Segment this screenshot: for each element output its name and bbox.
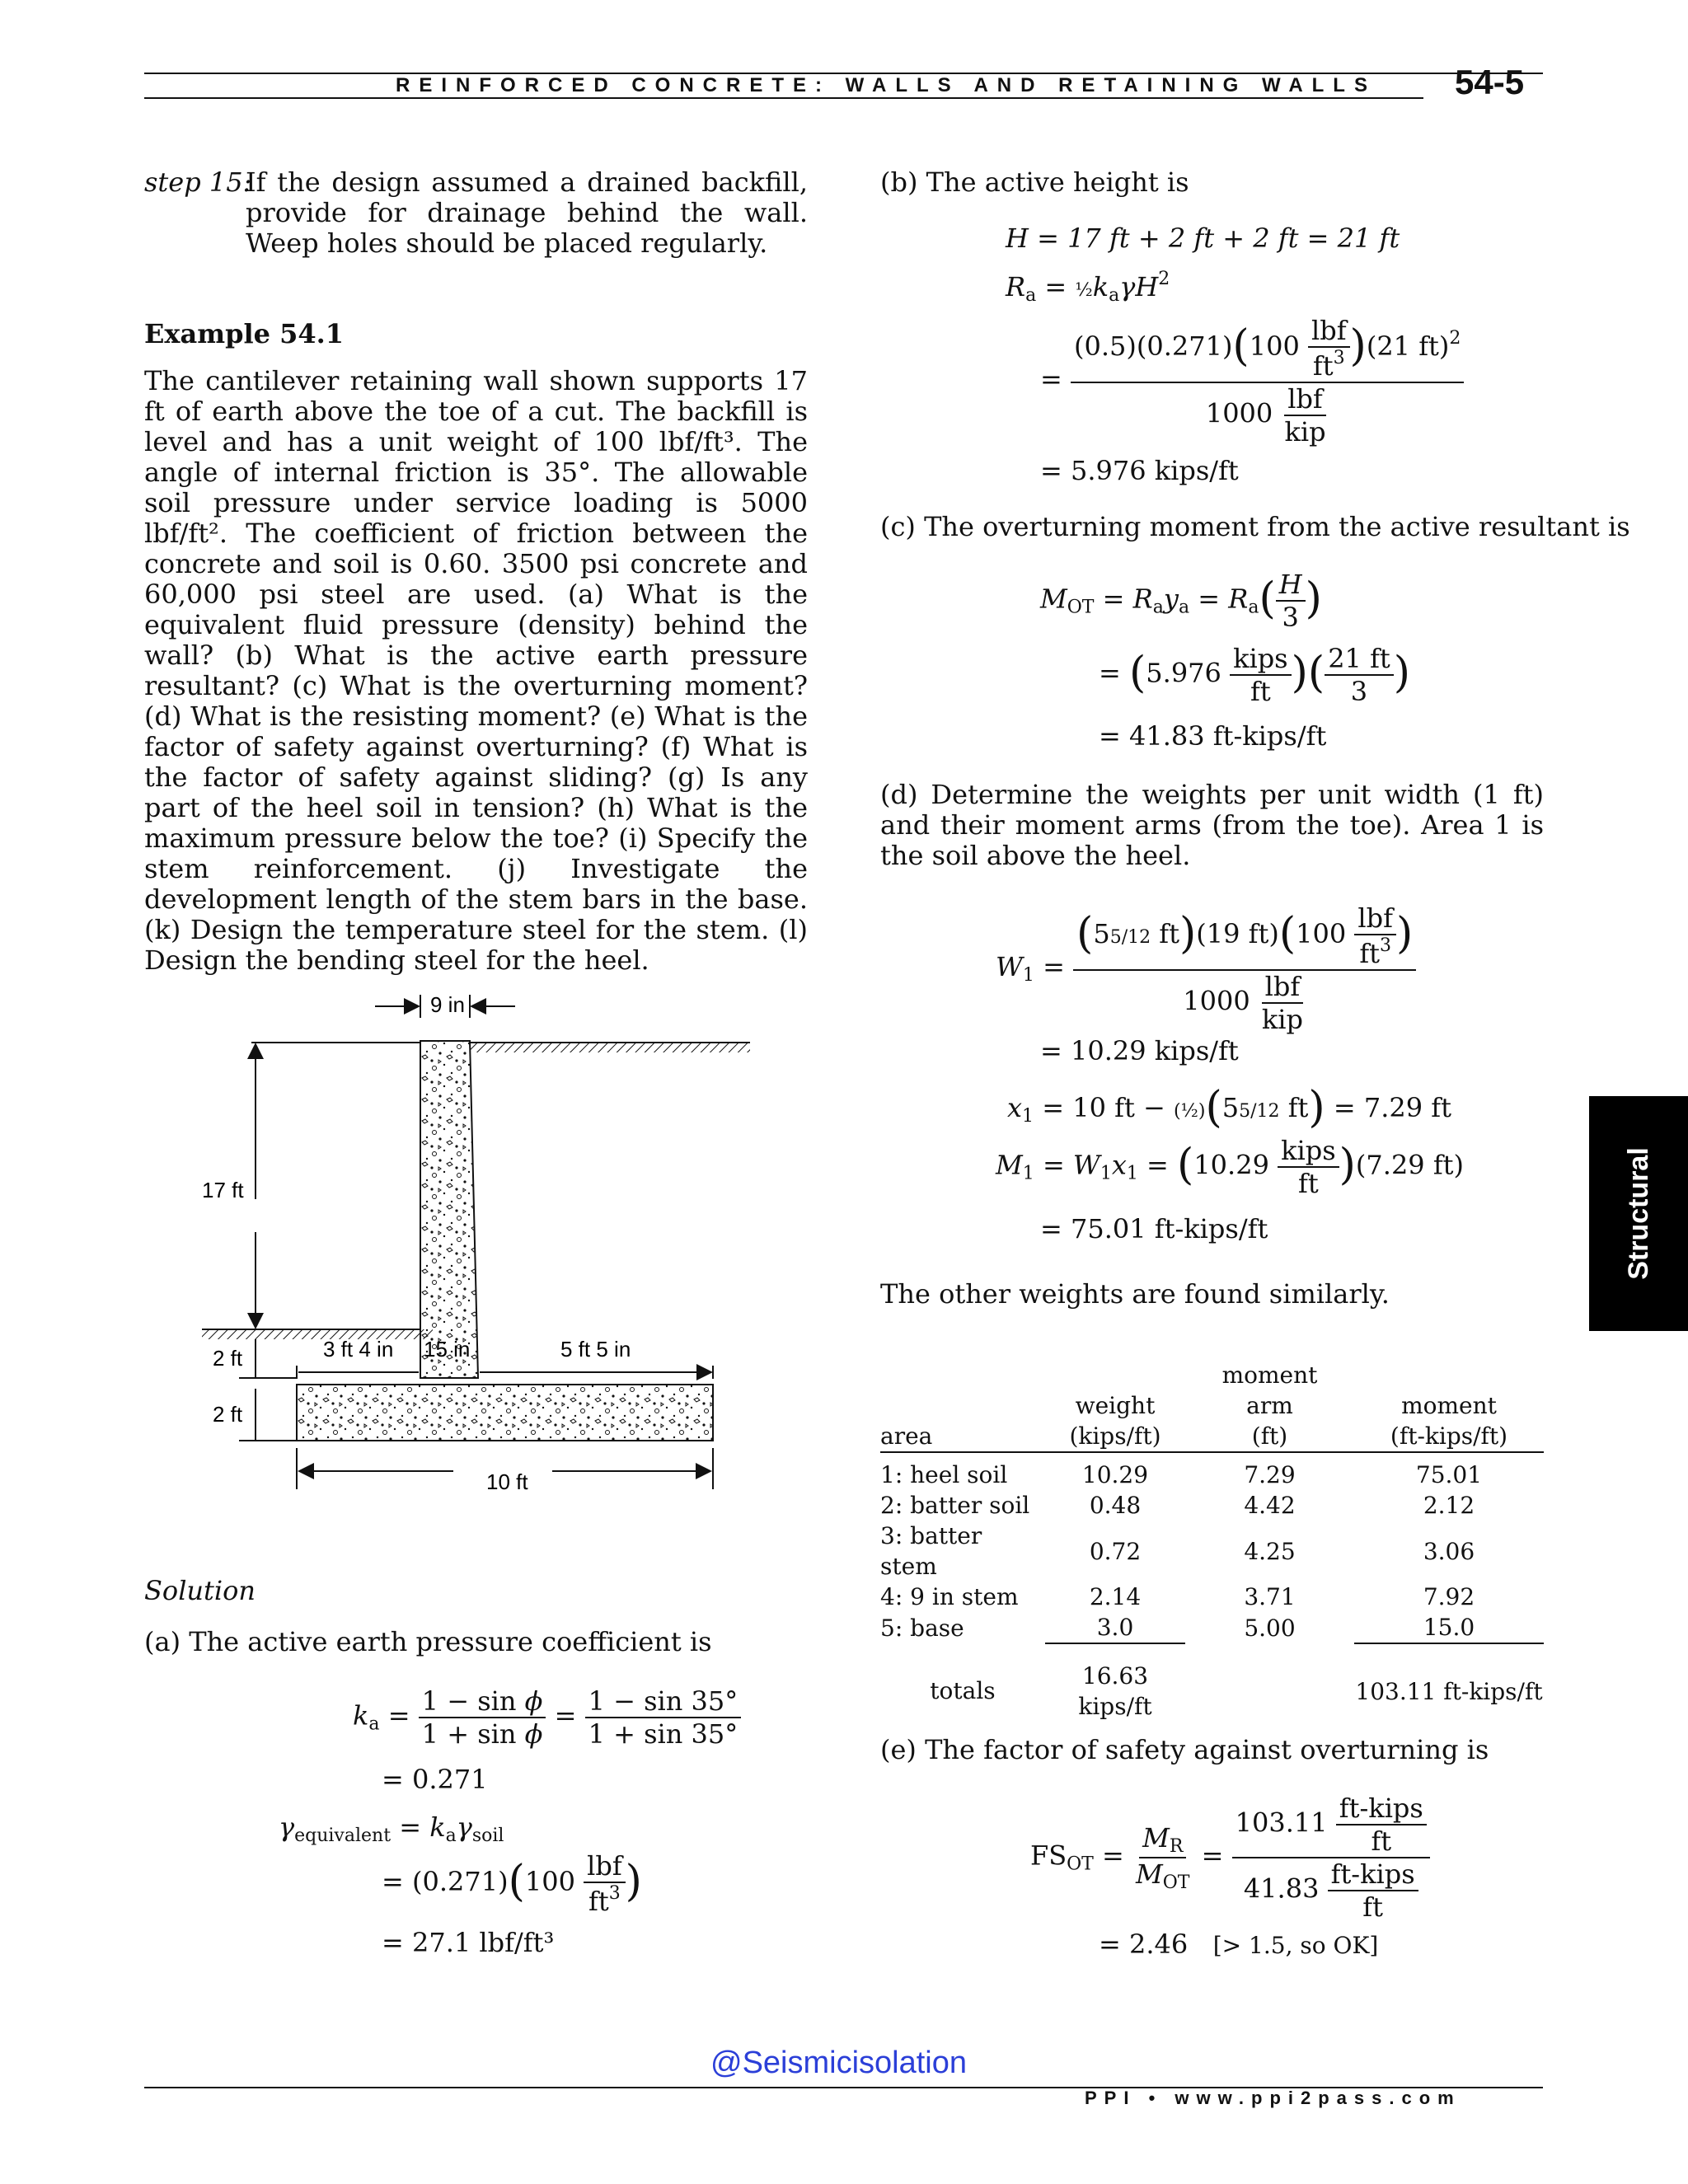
dim-2ft-b: 2 ft bbox=[213, 1402, 243, 1427]
header-area: area bbox=[880, 1422, 933, 1450]
table-row bbox=[880, 1582, 1544, 1612]
header-arm-3: (ft) bbox=[1251, 1422, 1288, 1450]
eq-gamma: $\gamma_{equivalent} = k_a\gamma_{soil}$ bbox=[279, 1811, 504, 1846]
eq-ka-result: = 0.271 bbox=[382, 1764, 488, 1795]
cell-weight: 3.0 bbox=[1096, 1614, 1134, 1641]
example-title: Example 54.1 bbox=[144, 318, 345, 349]
total-weight: 16.63 kips/ft bbox=[1045, 1643, 1185, 1722]
page-number: 54-5 bbox=[1455, 63, 1525, 101]
eq-M1-result: = 75.01 ft-kips/ft bbox=[1040, 1213, 1268, 1244]
eq-gamma-result: = 27.1 lbf/ft³ bbox=[382, 1927, 555, 1958]
section-tab bbox=[1589, 1096, 1688, 1331]
cell-arm: 4.42 bbox=[1244, 1492, 1296, 1519]
dim-17ft: 17 ft bbox=[202, 1178, 244, 1202]
example-text: The cantilever retaining wall shown supports 17 ft of earth above the toe of a cut. The backfill is level and has a unit weight of 100 lbf/ft³. The angle of internal friction is 35°. The allowable soil pressure under service loading is 5000 lbf/ft². The coefficient of friction between the concrete and soil is 0.60. 3500 psi concrete and 60,000 psi steel are used. (a) What is the equivalent fluid pressure (density) behind the wall? (b) What is the active earth pressure resultant? (c) What is the overturning moment? (d) What is the resisting moment? (e) What is the factor of safety against overturning? (f) What is the factor of safety against sliding? (g) Is any part of the heel soil in tension? (h) What is the maximum pressure below the toe? (i) Specify the stem reinforcement. (j) Investigate the development length of the stem bars in the base. (k) Design the temperature steel for the stem. (l) Design the bending steel for the heel. bbox=[144, 365, 808, 976]
part-e-text: (e) The factor of safety against overturning is bbox=[880, 1734, 1489, 1765]
eq-Mot: $M_{OT} = R_ay_a = R_a$( $\frac{H}{3}$ ) bbox=[1040, 569, 1322, 633]
header-arm-1: moment bbox=[1221, 1361, 1318, 1389]
cell-weight: 0.48 bbox=[1089, 1492, 1142, 1519]
header-weight-1: weight bbox=[1075, 1392, 1156, 1419]
solution-label: Solution bbox=[144, 1575, 256, 1606]
cell-area: 3: batter stem bbox=[880, 1522, 982, 1580]
cell-area: 4: 9 in stem bbox=[880, 1583, 1019, 1610]
table-row bbox=[880, 1521, 1544, 1582]
eq-Ra-result: = 5.976 kips/ft bbox=[1040, 455, 1239, 486]
total-moment: 103.11 ft-kips/ft bbox=[1354, 1643, 1544, 1722]
header-rule-bottom bbox=[144, 97, 1423, 99]
part-c-text: (c) The overturning moment from the active resultant is bbox=[880, 511, 1630, 542]
section-tab-label: Structural bbox=[1622, 1147, 1654, 1280]
eq-FS-value: = 2.46 bbox=[1099, 1929, 1189, 1960]
cell-moment: 2.12 bbox=[1423, 1492, 1475, 1519]
cell-area: 2: batter soil bbox=[880, 1492, 1030, 1519]
eq-FS-result bbox=[1099, 1929, 1378, 1960]
step-label: step 15: bbox=[144, 166, 252, 198]
cell-moment: 7.92 bbox=[1423, 1583, 1475, 1610]
running-header: REINFORCED CONCRETE: WALLS AND RETAINING WALLS bbox=[396, 74, 1376, 96]
dim-5ft5in: 5 ft 5 in bbox=[560, 1337, 631, 1361]
table-row bbox=[880, 1452, 1544, 1490]
table-header-row-1 bbox=[880, 1360, 1544, 1390]
header-arm-2: arm bbox=[1246, 1392, 1293, 1419]
table-header-row-3 bbox=[880, 1421, 1544, 1452]
table-row bbox=[880, 1612, 1544, 1643]
cell-moment: 15.0 bbox=[1423, 1614, 1475, 1641]
cell-weight: 2.14 bbox=[1089, 1583, 1142, 1610]
eq-Ra: $R_a$ = $\frac{1}{2}k_a\gamma H^2$ bbox=[1006, 269, 1170, 306]
step-text: If the design assumed a drained backfill, provide for drainage behind the wall. Weep holes should be placed regularly. bbox=[246, 166, 808, 259]
eq-Mot-result: = 41.83 ft-kips/ft bbox=[1099, 720, 1327, 752]
cell-weight: 0.72 bbox=[1089, 1537, 1142, 1565]
eq-x1: $x_1 = 10$ ft − (½)(55/12 ft) = 7.29 ft bbox=[1007, 1083, 1451, 1132]
dim-3ft4in: 3 ft 4 in bbox=[323, 1337, 394, 1361]
part-b-text: (b) The active height is bbox=[880, 166, 1189, 198]
cell-weight: 10.29 bbox=[1081, 1461, 1149, 1488]
header-moment-1: moment bbox=[1401, 1392, 1497, 1419]
table-totals-row bbox=[880, 1643, 1544, 1722]
watermark: @Seismicisolation bbox=[710, 2046, 968, 2080]
cell-area: 1: heel soil bbox=[880, 1461, 1008, 1488]
cell-arm: 7.29 bbox=[1244, 1461, 1296, 1488]
dim-2ft-a: 2 ft bbox=[213, 1346, 243, 1371]
retaining-wall-figure bbox=[190, 985, 767, 1496]
eq-FS-note: [> 1.5, so OK] bbox=[1212, 1932, 1379, 1959]
table-row bbox=[880, 1490, 1544, 1521]
table-header-row-2 bbox=[880, 1390, 1544, 1421]
eq-M1: $M_1 = W_1x_1 = (10.29$ $\frac{\text{kips}}{ft}$ )(7.29 ft) bbox=[996, 1135, 1465, 1199]
header-moment-2: (ft-kips/ft) bbox=[1390, 1422, 1508, 1450]
header-weight-2: (kips/ft) bbox=[1069, 1422, 1161, 1450]
cell-arm: 3.71 bbox=[1244, 1583, 1296, 1610]
cell-arm: 4.25 bbox=[1244, 1537, 1296, 1565]
part-d-text: (d) Determine the weights per unit width (1 ft) and their moment arms (from the toe). Area 1 is the soil above the heel. bbox=[880, 779, 1544, 871]
totals-label: totals bbox=[930, 1677, 996, 1704]
dim-15in: 15 in bbox=[424, 1337, 471, 1361]
eq-W1-result: = 10.29 kips/ft bbox=[1040, 1035, 1239, 1066]
eq-W1: $W_1$ = (55/12 ft)(19 ft)(100 $\frac{\text{lbf}}{ft^3}$ ) 1000 $\frac{\text{lbf}}{\text{kip}}$ bbox=[996, 902, 1416, 1035]
footer-text: PPI • www.ppi2pass.com bbox=[1085, 2088, 1461, 2108]
other-weights-text: The other weights are found similarly. bbox=[880, 1278, 1390, 1310]
eq-H: H = 17 ft + 2 ft + 2 ft = 21 ft bbox=[1006, 223, 1400, 254]
eq-ka: $k_a$ = $\frac{\text{1 − sin ϕ}}{\text{1 + sin ϕ}}$ = $\frac{1 - \sin 35^\circ}{1 + \sin 35^\circ}$ bbox=[353, 1685, 741, 1750]
eq-Mot-sub: = (5.976 $\frac{\text{kips}}{ft}$ )( $\frac{21 ft}{3}$ ) bbox=[1099, 643, 1411, 707]
step-15 bbox=[144, 167, 808, 259]
cell-moment: 75.01 bbox=[1415, 1461, 1483, 1488]
part-a-text: (a) The active earth pressure coefficient is bbox=[144, 1626, 712, 1657]
eq-FS: $FS_{OT}$ = $\frac{M_R}{M_{OT}}$ = 103.11 $\frac{\text{ft-kips}}{ft}$ 41.83 $\frac{\text{ft-kips}}{ft}$ bbox=[1030, 1793, 1430, 1923]
dim-10ft: 10 ft bbox=[486, 1469, 528, 1494]
weights-table bbox=[880, 1360, 1544, 1722]
dim-9in: 9 in bbox=[430, 992, 465, 1017]
cell-area: 5: base bbox=[880, 1614, 964, 1642]
eq-gamma-sub: = (0.271)(100 $\frac{\text{lbf}}{ft^3}$ ) bbox=[382, 1850, 642, 1917]
eq-Ra-sub: = (0.5)(0.271)(100 $\frac{\text{lbf}}{ft^3}$ )(21 ft)$^2$ 1000 $\frac{\text{lbf}}{\text{kip}}$ bbox=[1040, 315, 1464, 448]
cell-moment: 3.06 bbox=[1423, 1537, 1475, 1565]
cell-arm: 5.00 bbox=[1244, 1614, 1296, 1642]
